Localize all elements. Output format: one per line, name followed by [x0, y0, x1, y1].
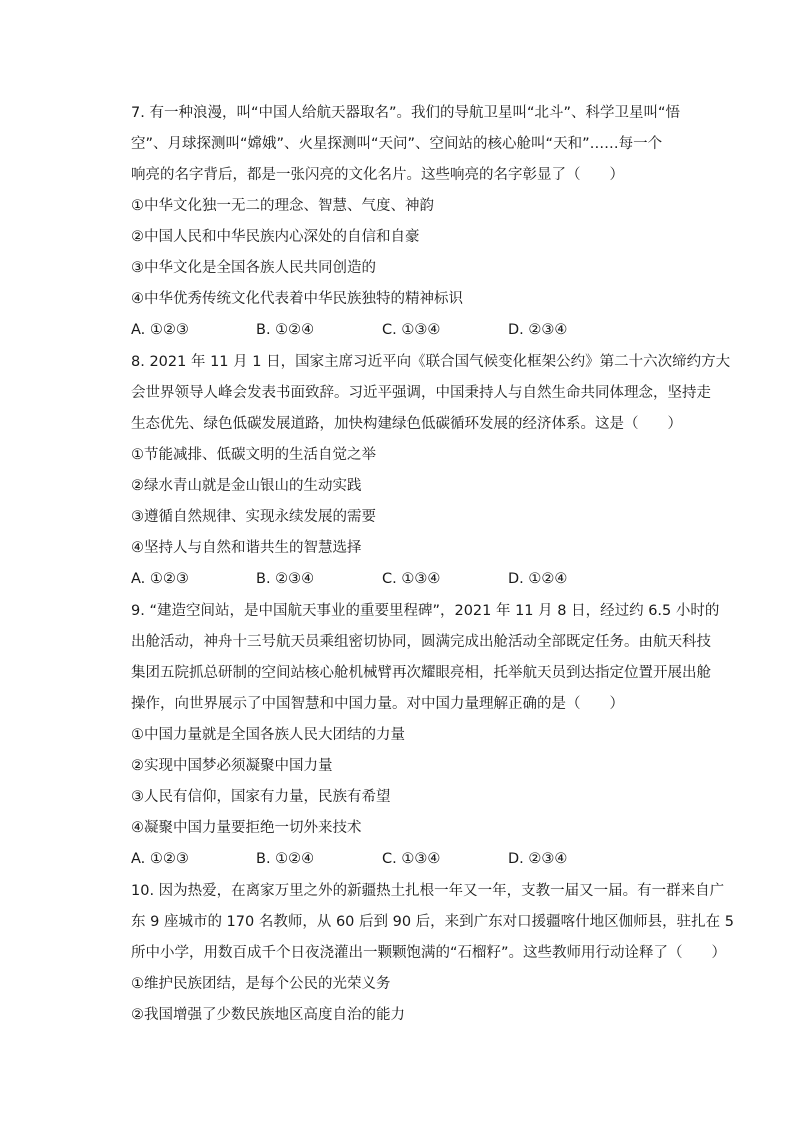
q8-option-a: A. ①②③ [131, 571, 189, 587]
q9-stem-line-1: 9. “建造空间站，是中国航天事业的重要里程碑”，2021 年 11 月 8 日，经过约 6.5 小时的 [131, 603, 720, 619]
q8-item-4: ④坚持人与自然和谐共生的智慧选择 [131, 540, 362, 556]
q9-option-b: B. ①②④ [256, 851, 315, 867]
q9-item-3: ③人民有信仰，国家有力量，民族有希望 [131, 789, 391, 805]
q8-option-c: C. ①③④ [382, 571, 441, 587]
q9-stem-line-2: 出舱活动，神舟十三号航天员乘组密切协同，圆满完成出舱活动全部既定任务。由航天科技 [131, 634, 711, 650]
q9-option-c: C. ①③④ [382, 851, 441, 867]
q8-stem-line-1: 8. 2021 年 11 月 1 日，国家主席习近平向《联合国气候变化框架公约》第二十六次缔约方大 [131, 354, 731, 370]
q10-stem-line-1: 10. 因为热爱，在离家万里之外的新疆热土扎根一年又一年，支教一届又一届。有一群来自广 [131, 883, 725, 899]
q10-item-1: ①维护民族团结，是每个公民的光荣义务 [131, 976, 391, 992]
q8-options [131, 569, 651, 589]
q7-item-1: ①中华文化独一无二的理念、智慧、气度、神韵 [131, 198, 434, 214]
q8-stem-line-3: 生态优先、绿色低碳发展道路，加快构建绿色低碳循环发展的经济体系。这是（ ） [131, 416, 682, 432]
q9-options [131, 849, 651, 869]
q9-item-4: ④凝聚中国力量要拒绝一切外来技术 [131, 820, 362, 836]
q8-option-b: B. ②③④ [256, 571, 315, 587]
q7-item-4: ④中华优秀传统文化代表着中华民族独特的精神标识 [131, 291, 463, 307]
q7-option-b: B. ①②④ [256, 322, 315, 338]
q7-item-2: ②中国人民和中华民族内心深处的自信和自豪 [131, 229, 420, 245]
q7-item-3: ③中华文化是全国各族人民共同创造的 [131, 260, 376, 276]
q10-item-2: ②我国增强了少数民族地区高度自治的能力 [131, 1007, 405, 1023]
q10-stem-line-3: 所中小学，用数百成千个日夜浇灌出一颗颗饱满的“石榴籽”。这些教师用行动诠释了（ ） [131, 945, 727, 961]
q8-option-d: D. ①②④ [508, 571, 568, 587]
q8-stem-line-2: 会世界领导人峰会发表书面致辞。习近平强调，中国秉持人与自然生命共同体理念，坚持走 [131, 385, 711, 401]
q8-item-1: ①节能减排、低碳文明的生活自觉之举 [131, 447, 376, 463]
q7-options [131, 320, 651, 340]
q8-item-3: ③遵循自然规律、实现永续发展的需要 [131, 509, 376, 525]
q9-item-1: ①中国力量就是全国各族人民大团结的力量 [131, 727, 405, 743]
q9-stem-line-4: 操作，向世界展示了中国智慧和中国力量。对中国力量理解正确的是（ ） [131, 696, 624, 712]
q9-stem-line-3: 集团五院抓总研制的空间站核心舱机械臂再次耀眼亮相，托举航天员到达指定位置开展出舱 [131, 665, 711, 681]
q7-stem-line-2: 空”、月球探测叫“嫦娥”、火星探测叫“天问”、空间站的核心舱叫“天和”……每一个 [131, 136, 663, 152]
q9-option-d: D. ②③④ [508, 851, 568, 867]
q7-option-c: C. ①③④ [382, 322, 441, 338]
q7-stem-line-1: 7. 有一种浪漫，叫“中国人给航天器取名”。我们的导航卫星叫“北斗”、科学卫星叫“悟 [131, 105, 681, 121]
q8-item-2: ②绿水青山就是金山银山的生动实践 [131, 478, 362, 494]
q9-item-2: ②实现中国梦必须凝聚中国力量 [131, 758, 333, 774]
q10-stem-line-2: 东 9 座城市的 170 名教师，从 60 后到 90 后，来到广东对口援疆喀什地区伽师县，驻扎在 5 [131, 914, 735, 930]
q7-stem-line-3: 响亮的名字背后，都是一张闪亮的文化名片。这些响亮的名字彰显了（ ） [131, 167, 624, 183]
q7-option-a: A. ①②③ [131, 322, 189, 338]
q7-option-d: D. ②③④ [508, 322, 568, 338]
q9-option-a: A. ①②③ [131, 851, 189, 867]
